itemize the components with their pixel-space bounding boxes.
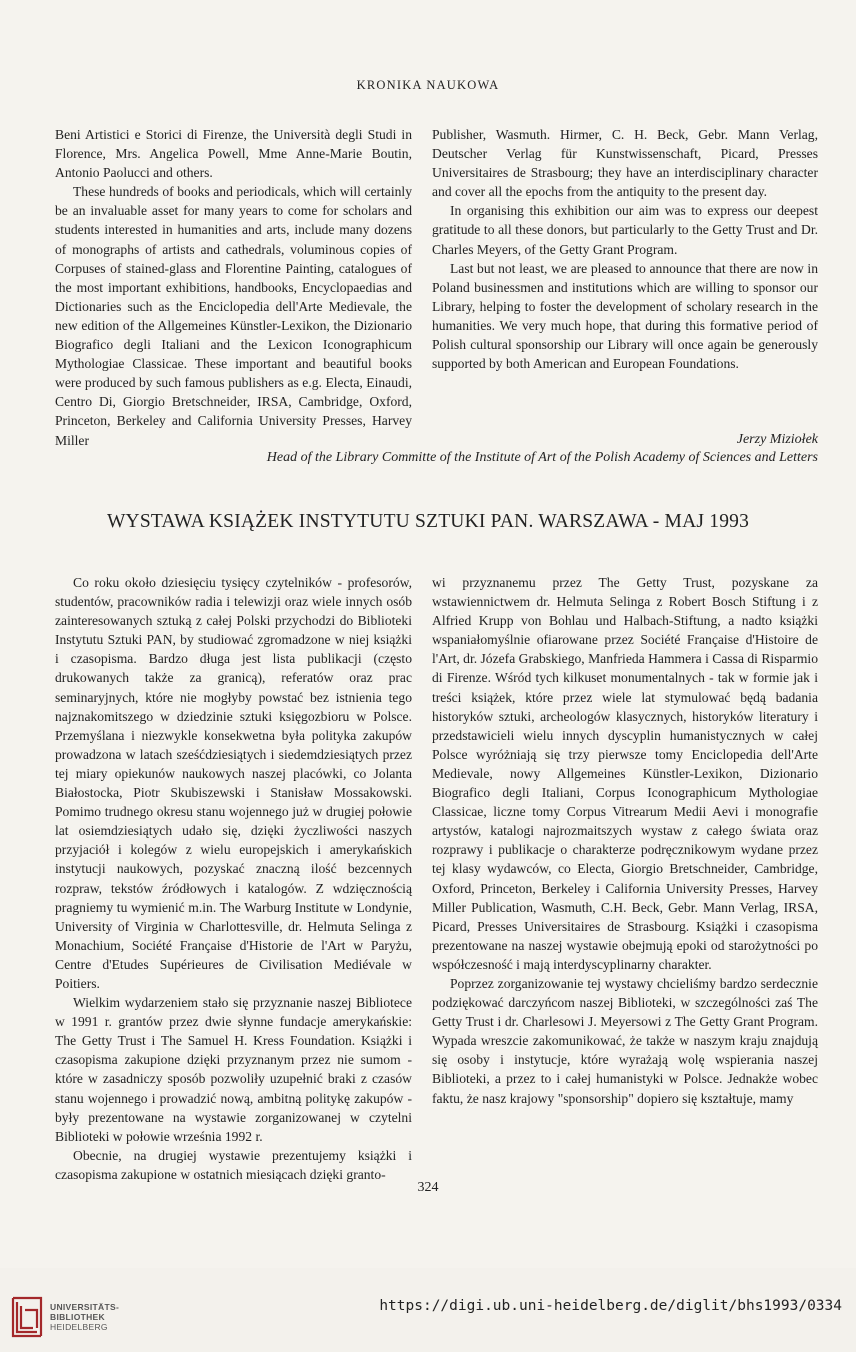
paragraph: Publisher, Wasmuth. Hirmer, C. H. Beck, Gebr. Mann Verlag, Deutscher Verlag für Kunstwissenschaft, Picard, Presses Universitaires de Strasbourg; they have an interdisciplinary character and cover all the epochs from the antiquity to the present day.	[432, 127, 818, 200]
running-head: KRONIKA NAUKOWA	[356, 78, 500, 92]
paragraph: Co roku około dziesięciu tysięcy czytelników - profesorów, studentów, pracowników radia i telewizji oraz wiele innych osób zainteresowanych sztuką z całej Polski przychodzi do Biblioteki Instytutu Sztuki PAN, by studiować zgromadzone w niej książki i czasopisma. Bardzo długa jest lista publikacji (często drukowanych także za granicą), referatów oraz prac seminaryjnych, które nie mogłyby powstać bez istnienia tego najznakomitszego w dziedzinie sztuki księgozbioru w Polsce. Przemyślana i niezwykle konsekwetna była polityka zakupów prowadzona w latach sześćdziesiątych i siedemdziesiątych przez tej miary opiekunów naukowych naszej placówki, co Jolanta Białostocka, Piotr Skubiszewski i Stanisław Mossakowski. Pomimo trudnego okresu stanu wojennego już w drugiej połowie lat osiemdziesiątych udało się, dzięki życzliwości naszych przyjaciół i kolegów z wielu europejskich i amerykańskich instytucji naukowych, pozyskać znaczną ilość bezcennych rozpraw, tekstów źródłowych i katalogów. Z wdzięcznością pragniemy tu wymienić m.in. The Warburg Institute w Londynie, University of Virginia w Charlottesville, dr. Helmuta Selinga z Monachium, Société Française d'Historie de l'Art w Paryżu, Centre d'Etudes Supérieures de Civilisation Mediévale w Poitiers.	[55, 575, 412, 991]
signature-name: Jerzy Miziołek	[736, 432, 818, 447]
library-line: HEIDELBERG	[50, 1322, 108, 1332]
signature-role: Head of the Library Committe of the Institute of Art of the Polish Academy of Sciences and Letters	[266, 450, 818, 465]
paragraph: These hundreds of books and periodicals, which will certainly be an invaluable asset for many years to come for scholars and students interested in humanities and arts, include many dozens of monographs of artists and cathedrals, voluminous copies of Corpuses of stained-glass and Florentine Painting, catalogues of the most important exhibitions, handbooks, Encyclopaedias and Dictionaries such as the Enciclopedia dell'Arte Medievale, the new edition of the Allgemeines Künstler-Lexikon, the Dizionario Biografico degli Italiani and the Lexicon Iconographicum Mythologiae Classicae. These important and beautiful books were produced by such famous publishers as e.g. Electa, Einaudi, Centro Di, Giorgio Bretschneider, IRSA, Cambridge, Oxford, Princeton, Berkeley and California University Presses, Harvey Miller	[55, 184, 412, 448]
library-line: BIBLIOTHEK	[50, 1312, 105, 1322]
viewer-footer	[0, 1268, 856, 1352]
library-line: UNIVERSITÄTS-	[50, 1302, 120, 1312]
page-number: 324	[417, 1180, 439, 1195]
paragraph: Last but not least, we are pleased to announce that there are now in Poland businessmen and institutions which are willing to sponsor our Library, helping to foster the development of scholary research in the humanities. We very much hope, that during this formative period of Polish cultural sponsorship our Library will once again be generously supported by both American and European Foundations.	[432, 260, 818, 372]
library-name	[50, 1302, 119, 1332]
article-heading: WYSTAWA KSIĄŻEK INSTYTUTU SZTUKI PAN. WARSZAWA - MAJ 1993	[106, 511, 750, 532]
paragraph: Wielkim wydarzeniem stało się przyznanie naszej Bibliotece w 1991 r. grantów przez dwie słynne fundacje amerykańskie: The Getty Trust i The Samuel H. Kress Foundation. Książki i czasopisma zakupione dzięki przyznanym przez nie sumom - które w zasadniczy sposób pozwoliły uzupełnić braki z czasów stanu wojennego i prowadzić nową, ambitną politykę zakupów - były prezentowane na wystawie zorganizowanej w czytelni Biblioteki w połowie września 1992 r.	[55, 995, 412, 1144]
paragraph: Beni Artistici e Storici di Firenze, the Università degli Studi in Florence, Mrs. Angelica Powell, Mme Anne-Marie Boutin, Antonio Paolucci and others.	[55, 127, 412, 181]
permalink-url[interactable]: https://digi.ub.uni-heidelberg.de/diglit/bhs1993/0334	[379, 1298, 842, 1314]
paragraph: wi przyznanemu przez The Getty Trust, pozyskane za wstawiennictwem dr. Helmuta Selinga z Robert Bosch Stiftung i z Alfried Krupp von Bohlau und Halbach-Stiftung, a nadto książki wspaniałomyślnie ofiarowane przez Société Française d'Histoire de l'Art, dr. Józefa Grabskiego, Manfrieda Hammera i Cassa di Risparmio di Firenze. Wśród tych kilkuset monumentalnych - tak w formie jak i treści książek, które przez wiele lat stymulować będą badania historyków sztuki, archeologów klasycznych, historyków literatury i przedstawicieli wielu innych dyscyplin humanistycznych w całej Polsce wyróżniają się trzy pierwsze tomy Enciclopedia dell'Arte Medievale, nowy Allgemeines Künstler-Lexikon, Dizionario Biografico degli Italiani, Corpus Iconographicum Mythologiae Classicae, liczne tomy Corpus Vitrearum Medii Aevi i monografie artystów, katalogi najrozmaitszych wystaw z całego świata oraz rozprawy i publikacje o charakterze podręcznikowym wydane przez tej klasy wydawców, co Electa, Giorgio Bretschneider, Cambridge, Oxford, Princeton, Berkeley i California University Presses, Harvey Miller Publication, Wasmuth, C.H. Beck, Gebr. Mann Verlag, IRSA, Picard, Presses Universitaires de Strasbourg. Książki i czasopisma prezentowane na naszej wystawie obejmują epoki od starożytności po współczesność i mają interdyscyplinarny charakter.	[432, 575, 818, 972]
ub-heidelberg-logo-icon[interactable]	[10, 1296, 44, 1340]
english-column-left	[55, 125, 412, 450]
english-column-right	[432, 125, 818, 373]
polish-column-right	[432, 573, 818, 1108]
paragraph: Poprzez zorganizowanie tej wystawy chcieliśmy bardzo serdecznie podziękować darczyńcom naszej Biblioteki, w szczególności zaś The Getty Trust i dr. Charlesowi J. Meyersowi z The Getty Grant Program. Wypada wreszcie zakomunikować, że także w naszym kraju znajdują się osoby i instytucje, które wyrażają wolę wspierania naszej Biblioteki, a przez to i całej humanistyki w Polsce. Jednakże wobec faktu, że nasz krajowy "sponsorship" dopiero się kształtuje, mamy	[432, 975, 818, 1106]
polish-column-left	[55, 573, 412, 1184]
paragraph: In organising this exhibition our aim was to express our deepest gratitude to all these donors, but particularly to the Getty Trust and Dr. Charles Meyers, of the Getty Grant Program.	[432, 203, 818, 257]
paragraph: Obecnie, na drugiej wystawie prezentujemy książki i czasopisma zakupione w ostatnich miesiącach dzięki granto-	[55, 1147, 412, 1182]
